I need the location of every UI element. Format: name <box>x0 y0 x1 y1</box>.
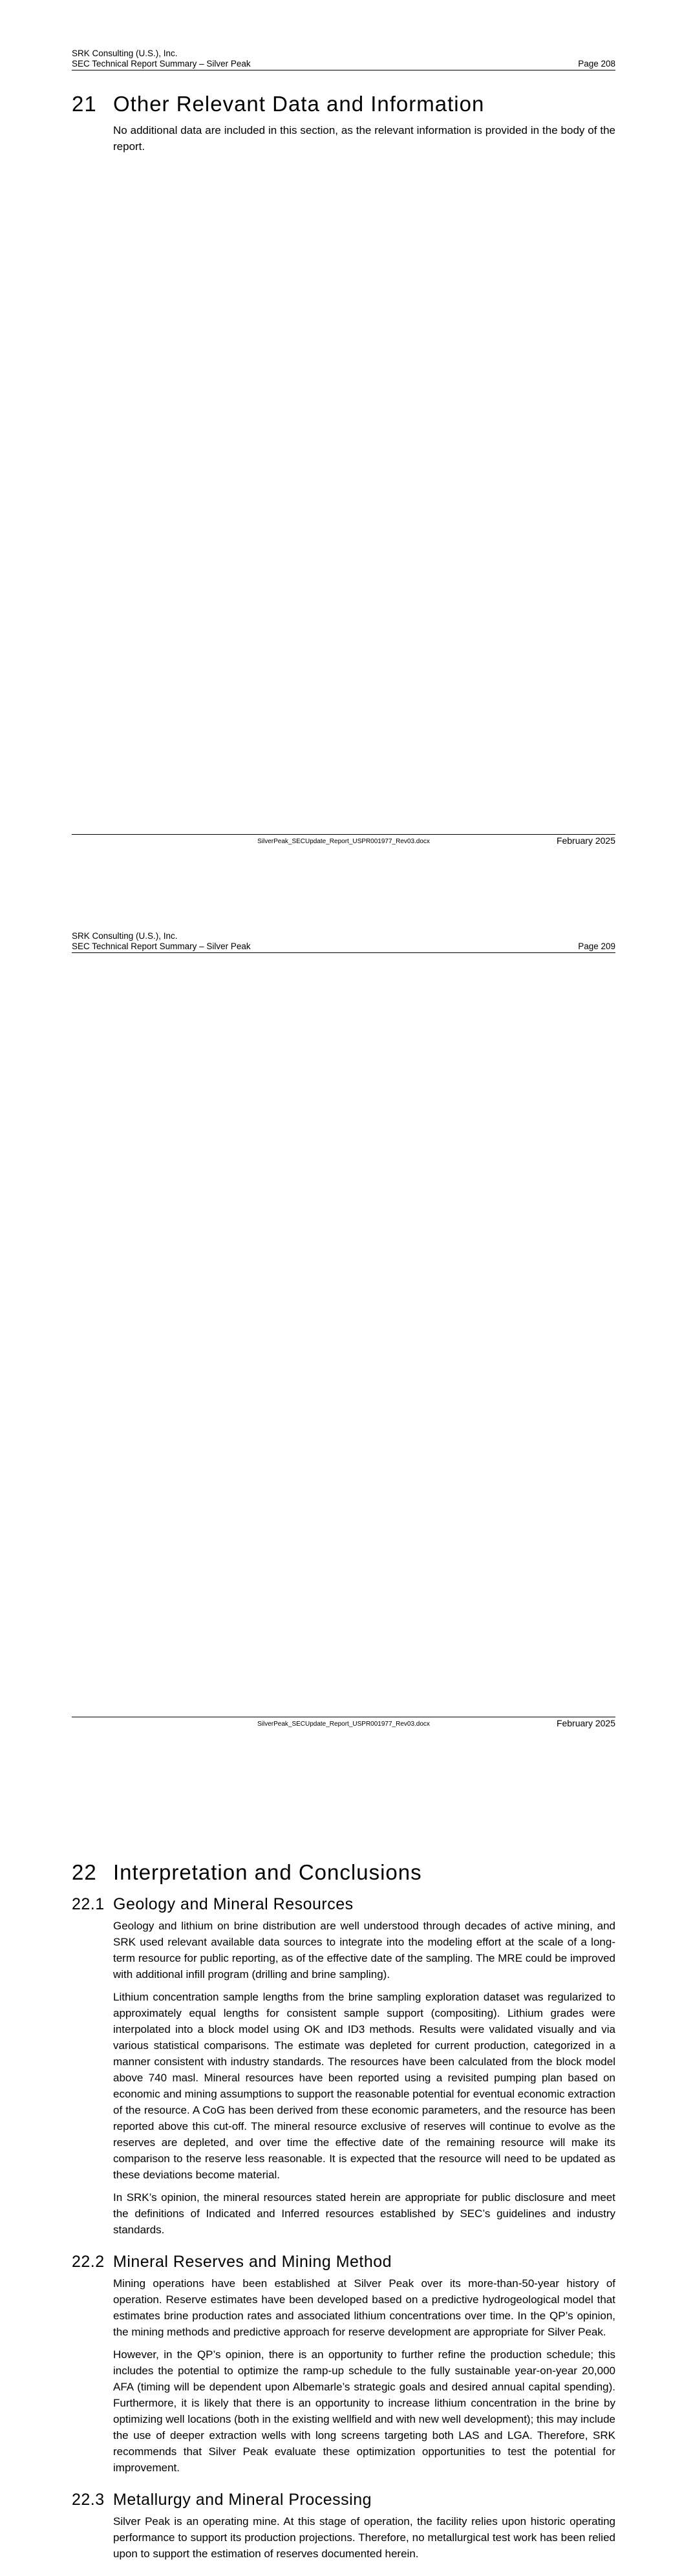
subsection-number: 22.3 <box>72 2491 105 2509</box>
subsection-title: Metallurgy and Mineral Processing <box>113 2491 372 2509</box>
subsection-heading <box>72 2490 615 2509</box>
section-number: 22 <box>72 1860 97 1884</box>
page-content <box>72 91 615 161</box>
footer-date: February 2025 <box>556 1718 615 1728</box>
subsection-number: 22.2 <box>72 2253 105 2271</box>
paragraph: Geology and lithium on brine distribution are well understood through decades of active mining, and SRK used relevant available data sources to integrate into the modeling effort at the scale of a long-term resource for public reporting, as of the effective date of the sampling. The MRE could be improved with additional infill program (drilling and brine sampling). <box>113 1920 615 1980</box>
subsection-heading <box>72 2252 615 2271</box>
page-header <box>72 48 615 70</box>
page-header <box>72 931 615 953</box>
footer-filename: SilverPeak_SECUpdate_Report_USPR001977_Rev03.docx <box>257 1721 430 1728</box>
page-footer <box>72 834 615 849</box>
page-208 <box>0 0 682 883</box>
header-report-title: SEC Technical Report Summary – Silver Peak <box>72 941 251 951</box>
paragraph: Lithium concentration sample lengths from the brine sampling exploration dataset was regularized to approximately equal lengths for consistent sample support (compositing). Lithium grades were interpolated into a block model using OK and ID3 methods. Results were validated visually and via various statistical comparisons. The estimate was depleted for current production, categorized in a manner consistent with industry standards. The resources have been calculated from the block model above 740 masl. Mineral resources have been reported using a revisited pumping plan based on economic and mining assumptions to support the reasonable potential for eventual economic extraction of the resource. A CoG has been derived from these economic parameters, and the resource has been reported above this cut-off. The mineral resource exclusive of reserves will continue to evolve as the reserves are depleted, and over time the effective date of the remaining resource will make its comparison to the reserve less reasonable. It is expected that the resource will need to be updated as these deviations become material. <box>113 1991 615 2181</box>
subsection-22-1 <box>72 1894 615 2238</box>
section-title: Interpretation and Conclusions <box>113 1860 422 1884</box>
paragraph: Silver Peak is an operating mine. At this stage of operation, the facility relies upon historic operating performance to support its production projections. Therefore, no metallurgical test work has been relied upon to support the estimation of reserves documented herein. <box>113 2515 615 2560</box>
subsection-heading <box>72 1894 615 1914</box>
paragraph: No additional data are included in this section, as the relevant information is provided in the body of the report. <box>113 124 615 153</box>
page-209 <box>0 883 682 2560</box>
page-content <box>72 1860 615 2576</box>
section-title: Other Relevant Data and Information <box>113 92 485 116</box>
subsection-22-2 <box>72 2252 615 2476</box>
subsection-22-3 <box>72 2490 615 2562</box>
section-heading-21 <box>72 91 615 117</box>
paragraph: However, in the QP’s opinion, there is an opportunity to further refine the production schedule; this includes the potential to optimize the ramp-up schedule to the fully sustainable year-on-year 20,000 AFA (timing will be dependent upon Albemarle’s strategic goals and desired annual capital spending). Furthermore, it is likely that there is an opportunity to increase lithium concentration in the brine by optimizing well locations (both in the existing wellfield and with new well development); this may include the use of deeper extraction wells with long screens targeting both LAS and LGA. Therefore, SRK recommends that Silver Peak evaluate these optimization opportunities to test the potential for improvement. <box>113 2348 615 2474</box>
paragraph: In SRK’s opinion, the mineral resources stated herein are appropriate for public disclosure and meet the definitions of Indicated and Inferred resources established by SEC’s guidelines and industry standards. <box>113 2191 615 2236</box>
header-company: SRK Consulting (U.S.), Inc. <box>72 48 178 58</box>
footer-date: February 2025 <box>556 835 615 846</box>
header-company: SRK Consulting (U.S.), Inc. <box>72 931 178 941</box>
footer-filename: SilverPeak_SECUpdate_Report_USPR001977_Rev03.docx <box>257 838 430 845</box>
subsection-title: Mineral Reserves and Mining Method <box>113 2253 392 2271</box>
subsection-title: Geology and Mineral Resources <box>113 1895 354 1913</box>
section-heading-22 <box>72 1860 615 1885</box>
header-report-title: SEC Technical Report Summary – Silver Peak <box>72 59 251 69</box>
section-number: 21 <box>72 92 97 116</box>
header-page-number: Page 209 <box>578 941 615 951</box>
subsection-number: 22.1 <box>72 1895 105 1913</box>
header-page-number: Page 208 <box>578 59 615 69</box>
page-footer <box>72 1717 615 1732</box>
paragraph: Mining operations have been established at Silver Peak over its more-than-50-year history of operation. Reserve estimates have been developed based on a predictive hydrogeological model that estimates brine production rates and associated lithium concentrations over time. In the QP’s opinion, the mining methods and predictive approach for reserve development are appropriate for Silver Peak. <box>113 2277 615 2338</box>
